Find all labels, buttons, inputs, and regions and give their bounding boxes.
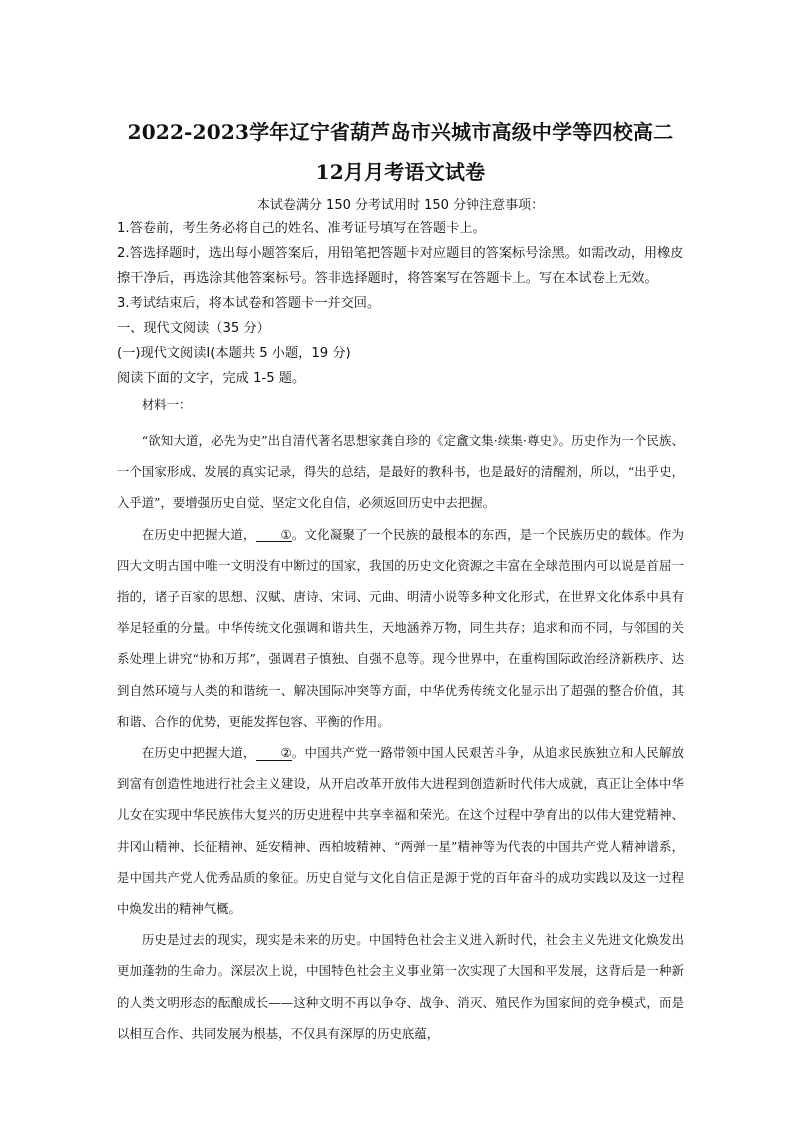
blank-marker-2: ② [256,746,292,761]
material-paragraph-3 [117,737,684,924]
notice-list [117,216,684,316]
material-paragraph-1 [117,425,684,519]
material-label: 材料一： [141,397,192,412]
material-paragraph-2 [117,519,684,737]
reading-instruction: 阅读下面的文字，完成 1-5 题。 [117,371,306,386]
exam-intro: 本试卷满分 150 分考试用时 150 分钟注意事项： [256,198,545,213]
material-paragraph-4 [117,924,684,1049]
material-paragraph-2-rest: 。文化凝聚了一个民族的最根本的东西，是一个民族历史的载体。作为四大文明古国中唯一文明没有中断过的国家，我国的历史文化资源之丰富在全球范围内可以说是首屈一指的，诸子百家的思想、汉赋、唐诗、宋词、元曲、明清小说等多种文化形式，在世界文化体系中具有举足轻重的分量。中华传统文化强调和谐共生，天地涵养万物，同生共存；追求和而不同，与邻国的关系处理上讲究“协和万邦”，强调君子慎独、自强不息等。现今世界中，在重构国际政治经济新秩序、达到自然环境与人类的和谐统一、解决国际冲突等方面，中华优秀传统文化显示出了超强的整合价值，其和谐、合作的优势，更能发挥包容、平衡的作用。 [117,526,685,729]
material-paragraph-2-lead: 在历史中把握大道， [141,526,256,542]
reading-material [117,425,684,1049]
material-paragraph-3-lead: 在历史中把握大道， [141,745,256,761]
section-heading: 一、现代文阅读（35 分） [117,321,270,336]
notice-item-3: 3.考试结束后，将本试卷和答题卡一并交回。 [117,296,381,311]
notice-item-2: 2.答选择题时，选出每小题答案后，用铅笔把答题卡对应题目的答案标号涂黑。如需改动，用橡皮擦干净后，再选涂其他答案标号。答非选择题时，将答案写在答题卡上。写在本试卷上无效。 [117,246,684,286]
material-paragraph-4-text: 历史是过去的现实，现实是未来的历史。中国特色社会主义进入新时代，社会主义先进文化焕发出更加蓬勃的生命力。深层次上说，中国特色社会主义事业第一次实现了大国和平发展，这背后是一种新的人类文明形态的酝酿成长——这种文明不再以争夺、战争、消灭、殖民作为国家间的竞争模式，而是以相互合作、共同发展为根基，不仅具有深厚的历史底蕴， [117,932,684,1041]
exam-title [117,112,684,192]
blank-marker-1: ① [256,528,292,543]
exam-title-line-1: 2022-2023学年辽宁省葫芦岛市兴城市高级中学等四校高二 [127,120,674,144]
material-paragraph-1-text: “欲知大道，必先为史”出自清代著名思想家龚自珍的《定盦文集·续集·尊史》。历史作为一个民族、一个国家形成、发展的真实记录，得失的总结，是最好的教科书，也是最好的清醒剂，所以，“出乎史，入乎道”，要增强历史自觉、坚定文化自信，必须返回历史中去把握。 [117,433,684,511]
subsection-heading: (一)现代文阅读Ⅰ(本题共 5 小题，19 分) [117,346,351,361]
material-paragraph-3-rest: 。中国共产党一路带领中国人民艰苦斗争，从追求民族独立和人民解放到富有创造性地进行社会主义建设，从开启改革开放伟大进程到创造新时代伟大成就，真正让全体中华儿女在实现中华民族伟大复兴的历史进程中共享幸福和荣光。在这个过程中孕育出的以伟大建党精神、井冈山精神、长征精神、延安精神、西柏坡精神、“两弹一星”精神等为代表的中国共产党人精神谱系，是中国共产党人优秀品质的象征。历史自觉与文化自信正是源于党的百年奋斗的成功实践以及这一过程中焕发出的精神气概。 [117,745,685,917]
exam-title-line-2: 12月月考语文试卷 [315,160,486,184]
notice-item-1: 1.答卷前，考生务必将自己的姓名、准考证号填写在答题卡上。 [117,221,486,236]
